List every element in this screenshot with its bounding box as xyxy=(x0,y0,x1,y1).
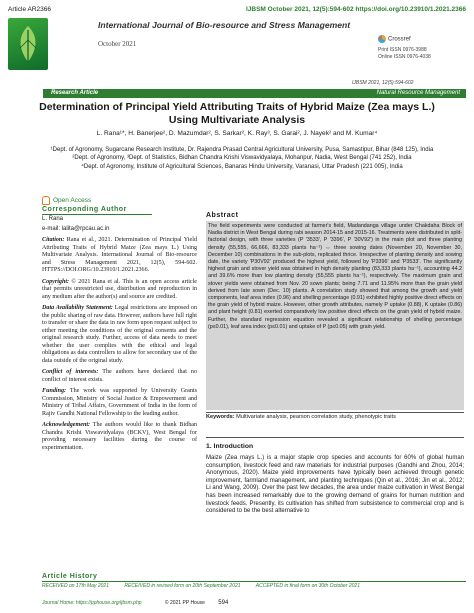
section-label: Research Article xyxy=(51,90,99,96)
top-bar xyxy=(8,4,466,16)
divider xyxy=(206,437,464,438)
funding-text: The work was supported by University Grants Commission, Ministry of Social Justice & Empowerment and Ministry of Tribal Affairs, Government of India in the form of Rajiv Gandhi National Fellowship to the leading author. xyxy=(42,388,198,417)
doi-link[interactable]: IJBSM October 2021, 12(5):594-602 https://doi.org/10.23910/1.2021.2366 xyxy=(245,6,466,13)
crossref-label: Crossref xyxy=(388,36,411,43)
affiliation-1: ¹Dept. of Agronomy, Sugarcane Research Institute, Dr. Rajendra Prasad Central Agricultural University, Pusa, Samastipur, Bihar (848 125), India xyxy=(50,147,434,153)
crossref-icon xyxy=(378,35,386,43)
citation-block xyxy=(42,237,197,275)
crossref-badge[interactable] xyxy=(378,35,411,43)
abstract-text: The field experiments were conducted at farmer's field, Madandanga village under Chakdaha Block of Nadia district in West Bengal during rabi season 2014-15 and 2015-16. Treatments were distributed in split-factorial design, with three varieties (P '3533', P '3396', P '30V92') in the main plot and three planting density (55,555, 66,666, 83,333 plants ha⁻¹) ⇔ three sowing dates (November 20, November 30, December 10) combinations in the sub-plots, replicated thrice. Irrespective of planting density and sowing date, the variety 'P30V92' produced the highest yield, followed by 'P3396' and 'P3533'. The significantly highest grain and stover yield was obtained in high density planting (83,333 plants ha⁻¹), accounting 44.2 and 39.6% more than low planting density (55,555 plants ha⁻¹), respectively. The maximum grain and stover yields were obtained from Nov. 20 sown plants; being 7.71 and 11.95% more than the grain yield derived from late sown (Dec. 10) plants. A correlation study showed that among the growth and yield components, leaf area index (0.96) and shelling percentage (0.91) exhibited highly positive direct effects on the grain yield of hybrid maize. However, other growth attributes, namely P uptake (0.88), K uptake (0.86) and plant height (0.81) exerted comparatively low positive direct effects on the grain yield of hybrid maize. Further, the standard regression equation revealed a significant relationship of shelling percentage (p≤0.01), leaf area index (p≤0.01) and uptake of P (p≤0.05) with grain yield. xyxy=(208,223,462,330)
corresponding-author-email[interactable]: e-mail: lalita@rpcau.ac.in xyxy=(42,226,110,232)
data-availability-block xyxy=(42,305,197,365)
open-access-badge xyxy=(42,196,91,205)
page-footer xyxy=(42,600,342,606)
article-history-heading: Article History xyxy=(42,573,98,580)
author-list: L. Rana¹*, H. Banerjee², D. Mazumdar², S. Sarkar², K. Ray³, S. Garai², J. Nayek² and M. Kumar⁴ xyxy=(96,130,378,137)
abstract-heading: Abstract xyxy=(206,212,239,219)
paper-title xyxy=(10,101,464,127)
divider xyxy=(42,214,152,215)
received-date: RECEIVED on 17th May 2021 xyxy=(42,583,109,589)
journal-title: International Journal of Bio-resource and Stress Management xyxy=(98,20,351,30)
title-line-2: Using Multivariate Analysis xyxy=(168,114,306,126)
issue-date: October 2021 xyxy=(98,40,137,48)
conflict-label: Conflict of interests: xyxy=(42,369,99,375)
article-info-column xyxy=(42,237,197,456)
page-number: 594 xyxy=(218,600,229,606)
introduction-text: Maize (Zea mays L.) is a major staple crop species and accounts for 60% of global human consumption, livestock feed and raw materials for industrial purposes (Gandhi and Zhou, 2014; Anonymous, 2020). Maize yield improvements have typically been achieved through genetic improvement, farmland management, and planting techniques (Qin et al., 2016; Jin et al., 2012; Li and Wang, 2009). Over the past few decades, the area under maize cultivation in West Bengal has been increased remarkably due to the growing demand of grains for human nutrition and livestock feeds. Presently, its cultivation has shifted from subsistence to commercial crop and is considered to be the best alternative to xyxy=(206,455,464,515)
affiliation-2: ²Dept. of Agronomy, ³Dept. of Statistics, Bidhan Chandra Krishi Viswavidyalaya, Mohanpur, Nadia, West Bengal (741 252), India xyxy=(72,155,412,162)
affiliations xyxy=(42,146,442,171)
open-lock-icon xyxy=(42,196,50,205)
accepted-date: ACCEPTED in final form on 30th October 2021 xyxy=(255,583,360,589)
keywords xyxy=(206,414,464,421)
citation-short: IJBSM 2021, 12(5):594-602 xyxy=(352,80,414,86)
issn-block xyxy=(378,47,431,61)
introduction-heading: 1. Introduction xyxy=(206,443,254,450)
affiliation-3: ⁴Dept. of Agronomy, Institute of Agricultural Sciences, Banaras Hindu University, Varanasi, Uttar Pradesh (221 005), India xyxy=(81,163,403,170)
acknowledgement-block xyxy=(42,422,197,452)
divider xyxy=(206,412,464,413)
corresponding-author-heading: Corresponding Author xyxy=(42,206,127,213)
acknowledgement-text: The authors would like to thank Bidhan Chandra Krishi Viswavidyalaya (BCKV), West Bengal for providing necessary facilities during the course of experimentation. xyxy=(42,422,197,451)
issn-online: Online ISSN 0976-4038 xyxy=(378,54,431,60)
issn-print: Print ISSN 0976-3988 xyxy=(378,47,427,53)
journal-home-link[interactable]: Journal Home: https://pphouse.org/ijbsm.php xyxy=(42,600,142,606)
keywords-text: Multivariate analysis, pearson correlation study, phenotypic traits xyxy=(236,414,396,420)
copyright-label: Copyright: xyxy=(42,278,70,285)
funding-label: Funding: xyxy=(42,388,67,394)
citation-text: Rana et al., 2021. Determination of Principal Yield Attributing Traits of Hybrid Maize (Zea mays L.) Using Multivariate Analysis. International Journal of Bio-resource and Stress Management 2021, 12(5), 594-602. HTTPS://DOI.ORG/10.23910/1.2021.2366. xyxy=(42,237,197,273)
funding-block xyxy=(42,388,197,418)
corresponding-author-name: L. Rana xyxy=(42,216,64,222)
section-category: Natural Resource Management xyxy=(376,90,460,96)
keywords-label: Keywords: xyxy=(206,414,235,420)
divider xyxy=(42,581,466,582)
revised-date: RECEIVED in revised form on 20th September 2021 xyxy=(124,583,241,589)
open-access-label: Open Access xyxy=(53,197,92,205)
journal-logo xyxy=(8,18,48,70)
article-id: Article AR2366 xyxy=(8,6,51,13)
acknowledgement-label: Acknowledgement: xyxy=(42,422,91,428)
title-line-1: Determination of Principal Yield Attributing Traits of Hybrid Maize (Zea mays L.) xyxy=(39,101,435,113)
citation-label: Citation: xyxy=(42,237,65,243)
copyright-block xyxy=(42,279,197,302)
publisher: © 2021 PP House xyxy=(164,600,205,606)
section-bar xyxy=(43,89,466,98)
copyright-text: © 2021 Rana et al. This is an open access article that permits unrestricted use, distribution and reproduction in any medium after the author(s) and source are credited. xyxy=(42,278,197,300)
data-availability-label: Data Availability Statement: xyxy=(42,305,113,311)
conflict-block xyxy=(42,369,197,384)
article-history xyxy=(42,583,374,589)
conflict-text: The authors have declared that no conflict of interest exists. xyxy=(42,369,197,383)
data-availability-text: Legal restrictions are imposed on the public sharing of raw data. However, authors have full right to transfer or share the data in raw form upon request subject to either meeting the conditions of the original consents and the original research study. Further, access of data needs to meet whether the user complies with the ethical and legal obligations as data controllers to allow for secondary use of the data outside of the original study. xyxy=(42,305,197,364)
